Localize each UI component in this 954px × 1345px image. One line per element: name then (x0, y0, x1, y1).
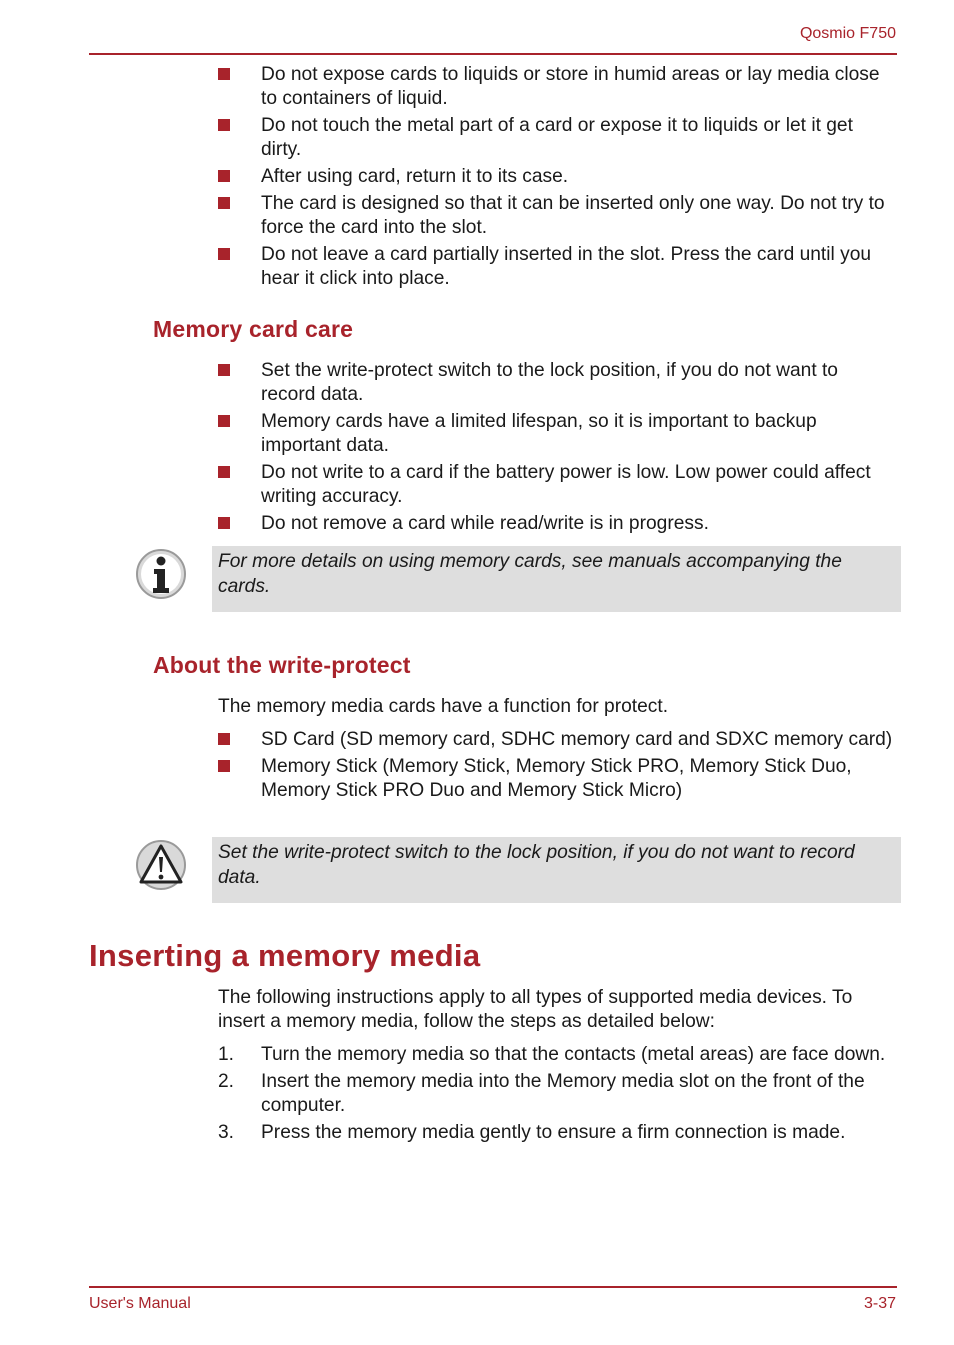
inserting-intro: The following instructions apply to all types of supported media devices. To insert a memory media, follow the steps as detailed below: (218, 987, 853, 1032)
footer-rule (89, 1286, 897, 1288)
list-item: 3. Press the memory media gently to ensure a firm connection is made. (218, 1122, 846, 1143)
list-item: Set the write-protect switch to the lock position, if you do not want to record data. (0, 359, 954, 407)
bullet-square-icon (218, 415, 230, 427)
bullet-square-icon (218, 733, 230, 745)
bullet-square-icon (218, 170, 230, 182)
step-number: 3. (218, 1122, 235, 1143)
list-item: 1. Turn the memory media so that the contacts (metal areas) are face down. (218, 1044, 886, 1065)
bullet-square-icon (218, 248, 230, 260)
inserting-steps (0, 1043, 954, 1148)
list-item: Do not touch the metal part of a card or expose it to liquids or let it get dirty. (0, 114, 954, 162)
list-item: Do not remove a card while read/write is in progress. (0, 512, 954, 536)
caution-note: Set the write-protect switch to the lock position, if you do not want to record data. (212, 837, 901, 903)
list-item: Do not write to a card if the battery power is low. Low power could affect writing accuracy. (0, 461, 954, 509)
section-heading-inserting: Inserting a memory media (89, 938, 481, 973)
step-number: 2. (218, 1071, 235, 1092)
list-item: Memory cards have a limited lifespan, so it is important to backup important data. (0, 410, 954, 458)
section-heading-write-protect: About the write-protect (153, 652, 411, 678)
page-number: 3-37 (863, 1295, 896, 1312)
memory-care-list (0, 359, 954, 539)
footer-manual-label: User's Manual (89, 1295, 191, 1312)
list-item: SD Card (SD memory card, SDHC memory card and SDXC memory card) (0, 728, 954, 752)
list-item: Do not expose cards to liquids or store in humid areas or lay media close to containers of liquid. (0, 63, 954, 111)
bullet-square-icon (218, 364, 230, 376)
write-protect-list (0, 728, 954, 806)
section-heading-memory-card-care: Memory card care (153, 316, 354, 342)
list-item: Memory Stick (Memory Stick, Memory Stick PRO, Memory Stick Duo, Memory Stick PRO Duo and Memory Stick Micro) (0, 755, 954, 803)
header-rule (89, 53, 897, 55)
bullet-square-icon (218, 197, 230, 209)
list-item: 2. Insert the memory media into the Memory media slot on the front of the computer. (218, 1071, 865, 1116)
step-number: 1. (218, 1044, 235, 1065)
precautions-list (0, 63, 954, 294)
info-icon (135, 548, 187, 600)
warning-icon (135, 839, 187, 891)
bullet-square-icon (218, 119, 230, 131)
bullet-square-icon (218, 466, 230, 478)
bullet-square-icon (218, 517, 230, 529)
list-item: The card is designed so that it can be inserted only one way. Do not try to force the card into the slot. (0, 192, 954, 240)
info-note: For more details on using memory cards, see manuals accompanying the cards. (212, 546, 901, 612)
bullet-square-icon (218, 68, 230, 80)
list-item: After using card, return it to its case. (0, 165, 954, 189)
bullet-square-icon (218, 760, 230, 772)
list-item: Do not leave a card partially inserted in the slot. Press the card until you hear it click into place. (0, 243, 954, 291)
document-title: Qosmio F750 (799, 25, 896, 42)
write-protect-intro: The memory media cards have a function for protect. (218, 696, 669, 717)
